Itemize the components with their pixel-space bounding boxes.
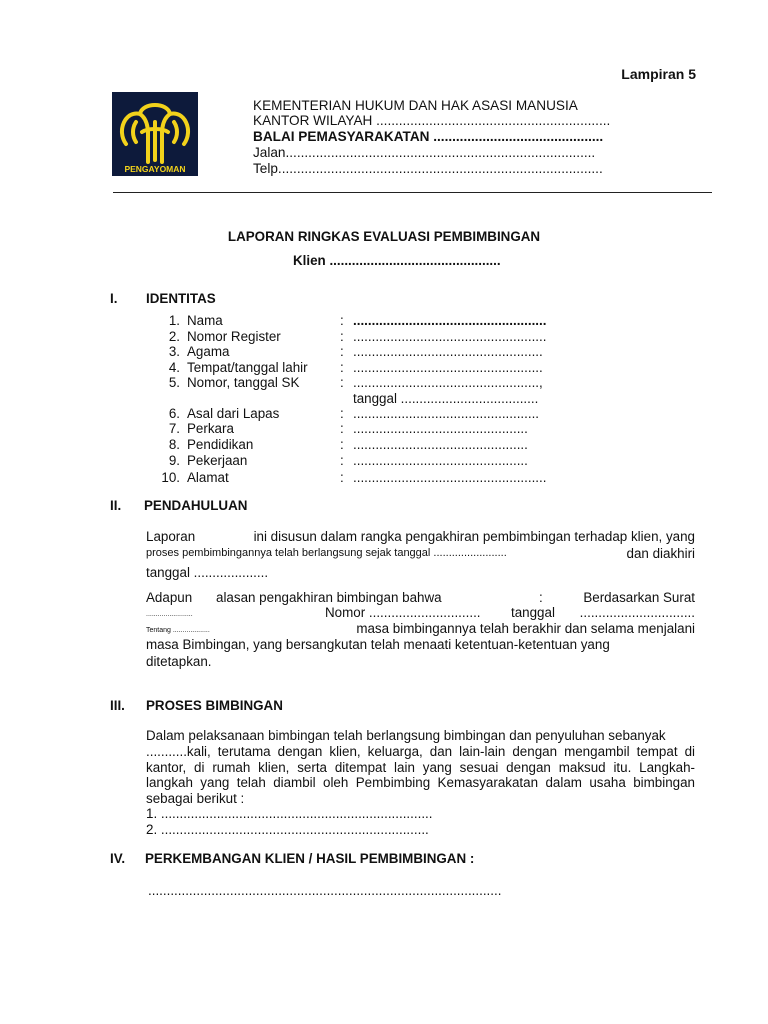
identity-label: Pendidikan	[187, 437, 254, 452]
identity-number: 4.	[168, 360, 180, 375]
identity-number: 2.	[168, 329, 180, 344]
identity-value: ..................................................	[353, 406, 540, 421]
identity-label: Nomor Register	[187, 329, 281, 344]
process-line-4: langkah yang telah diambil oleh Pembimbing Kemasyarakatan dalam usaha bimbingan	[146, 775, 695, 790]
intro-word-laporan: Laporan	[146, 529, 196, 544]
intro-line-2-end: dan diakhiri	[626, 546, 695, 561]
identity-number: 8.	[168, 437, 180, 452]
header-phone: Telp......................................................................................	[253, 161, 603, 176]
process-line-1: Dalam pelaksanaan bimbingan telah berlangsung bimbingan dan penyuluhan sebanyak	[146, 728, 666, 743]
section-title-proses: PROSES BIMBINGAN	[146, 698, 283, 713]
intro-line-2: proses pembimbingannya telah berlangsung sejak tanggal ........................	[146, 547, 507, 559]
identity-colon: :	[340, 470, 344, 485]
header-divider	[113, 192, 712, 193]
identity-label: Agama	[187, 344, 230, 359]
identity-number: 1.	[168, 313, 180, 328]
attachment-label: Lampiran 5	[621, 66, 696, 82]
identity-label: Alamat	[187, 470, 229, 485]
identity-value: ....................................................	[353, 470, 547, 485]
header-ministry: KEMENTERIAN HUKUM DAN HAK ASASI MANUSIA	[253, 98, 578, 113]
process-step-2: 2. ........................................................................	[146, 822, 429, 837]
identity-value: ...................................................	[353, 360, 543, 375]
identity-value: ...............................................	[353, 437, 528, 452]
identity-number: 7.	[168, 421, 180, 436]
reason-line-5: ditetapkan.	[146, 654, 212, 669]
intro-line-1: ini disusun dalam rangka pengakhiran pembimbingan terhadap klien, yang	[253, 529, 695, 544]
identity-number: 9.	[168, 453, 180, 468]
identity-value: ...............................................	[353, 453, 528, 468]
reason-text: alasan pengakhiran bimbingan bahwa	[216, 590, 442, 605]
identity-row-continuation	[0, 391, 768, 407]
report-title: LAPORAN RINGKAS EVALUASI PEMBIMBINGAN	[227, 229, 541, 244]
section-title-perkembangan: PERKEMBANGAN KLIEN / HASIL PEMBIMBINGAN :	[145, 851, 475, 866]
header-address: Jalan..................................................................................	[253, 145, 596, 160]
identity-number: 10.	[161, 470, 180, 485]
identity-row	[0, 470, 768, 486]
identity-colon: :	[340, 453, 344, 468]
section-number-4: IV.	[110, 851, 126, 866]
identity-value: ...............................................	[353, 421, 528, 436]
identity-row	[0, 360, 768, 376]
process-line-3: kantor, di rumah klien, serta ditempat lain yang sesuai dengan maksud itu. Langkah-	[146, 760, 695, 775]
identity-number: 6.	[168, 406, 180, 421]
svg-text:PENGAYOMAN: PENGAYOMAN	[124, 164, 186, 174]
process-line-2: ...........kali, terutama dengan klien, keluarga, dan lain-lain dengan mengambil tempat di	[146, 744, 695, 759]
identity-colon: :	[340, 406, 344, 421]
reason-word-adapun: Adapun	[146, 590, 193, 605]
reason-line-3: masa bimbingannya telah berakhir dan selama menjalani	[356, 621, 695, 636]
section-title-identitas: IDENTITAS	[146, 291, 216, 306]
development-line: ...............................................................................................	[148, 883, 502, 898]
identity-value: ..................................................,	[353, 375, 543, 390]
identity-label: Nama	[187, 313, 223, 328]
identity-number: 3.	[168, 344, 180, 359]
section-number-1: I.	[110, 291, 118, 306]
identity-row	[0, 375, 768, 391]
section-title-pendahuluan: PENDAHULUAN	[144, 498, 248, 513]
intro-line-3: tanggal ....................	[146, 565, 269, 580]
identity-row	[0, 344, 768, 360]
reason-surat: Berdasarkan Surat	[583, 590, 695, 605]
reason-line-4: masa Bimbingan, yang bersangkutan telah menaati ketentuan-ketentuan yang	[146, 637, 610, 652]
pengayoman-logo	[112, 92, 198, 176]
header-balai: BALAI PEMASYARAKATAN .............................................	[253, 129, 604, 144]
reason-tanggal-blank: ...............................	[579, 605, 695, 620]
reason-blank-small: ........................	[146, 611, 193, 618]
identity-label: Perkara	[187, 421, 234, 436]
identity-value: ....................................................	[353, 329, 547, 344]
identity-label: Asal dari Lapas	[187, 406, 280, 421]
identity-row	[0, 406, 768, 422]
identity-number: 5.	[168, 375, 180, 390]
identity-row	[0, 421, 768, 437]
identity-row	[0, 453, 768, 469]
identity-row	[0, 329, 768, 345]
identity-label: Tempat/tanggal lahir	[187, 360, 308, 375]
identity-colon: :	[340, 329, 344, 344]
client-line: Klien ..............................................	[293, 253, 501, 268]
reason-nomor: Nomor ..............................	[325, 605, 481, 620]
section-number-3: III.	[110, 698, 125, 713]
identity-colon: :	[340, 437, 344, 452]
identity-colon: :	[340, 344, 344, 359]
identity-colon: :	[340, 421, 344, 436]
identity-row	[0, 437, 768, 453]
identity-value: ...................................................	[353, 344, 543, 359]
section-number-2: II.	[110, 498, 122, 513]
identity-value: ....................................................	[353, 313, 547, 328]
process-line-5: sebagai berikut :	[146, 791, 245, 806]
process-step-1: 1. .........................................................................	[146, 806, 433, 821]
identity-colon: :	[340, 313, 344, 328]
reason-colon: :	[539, 590, 543, 605]
identity-label: Pekerjaan	[187, 453, 248, 468]
identity-value-date: tanggal .....................................	[353, 391, 539, 406]
identity-colon: :	[340, 360, 344, 375]
identity-row	[0, 313, 768, 329]
identity-label: Nomor, tanggal SK	[187, 375, 300, 390]
banyan-tree-icon	[112, 92, 198, 176]
reason-tentang: Tentang ...................	[146, 627, 210, 634]
identity-colon: :	[340, 375, 344, 390]
reason-tanggal: tanggal	[511, 605, 555, 620]
header-regional-office: KANTOR WILAYAH ..............................................................	[253, 113, 611, 128]
